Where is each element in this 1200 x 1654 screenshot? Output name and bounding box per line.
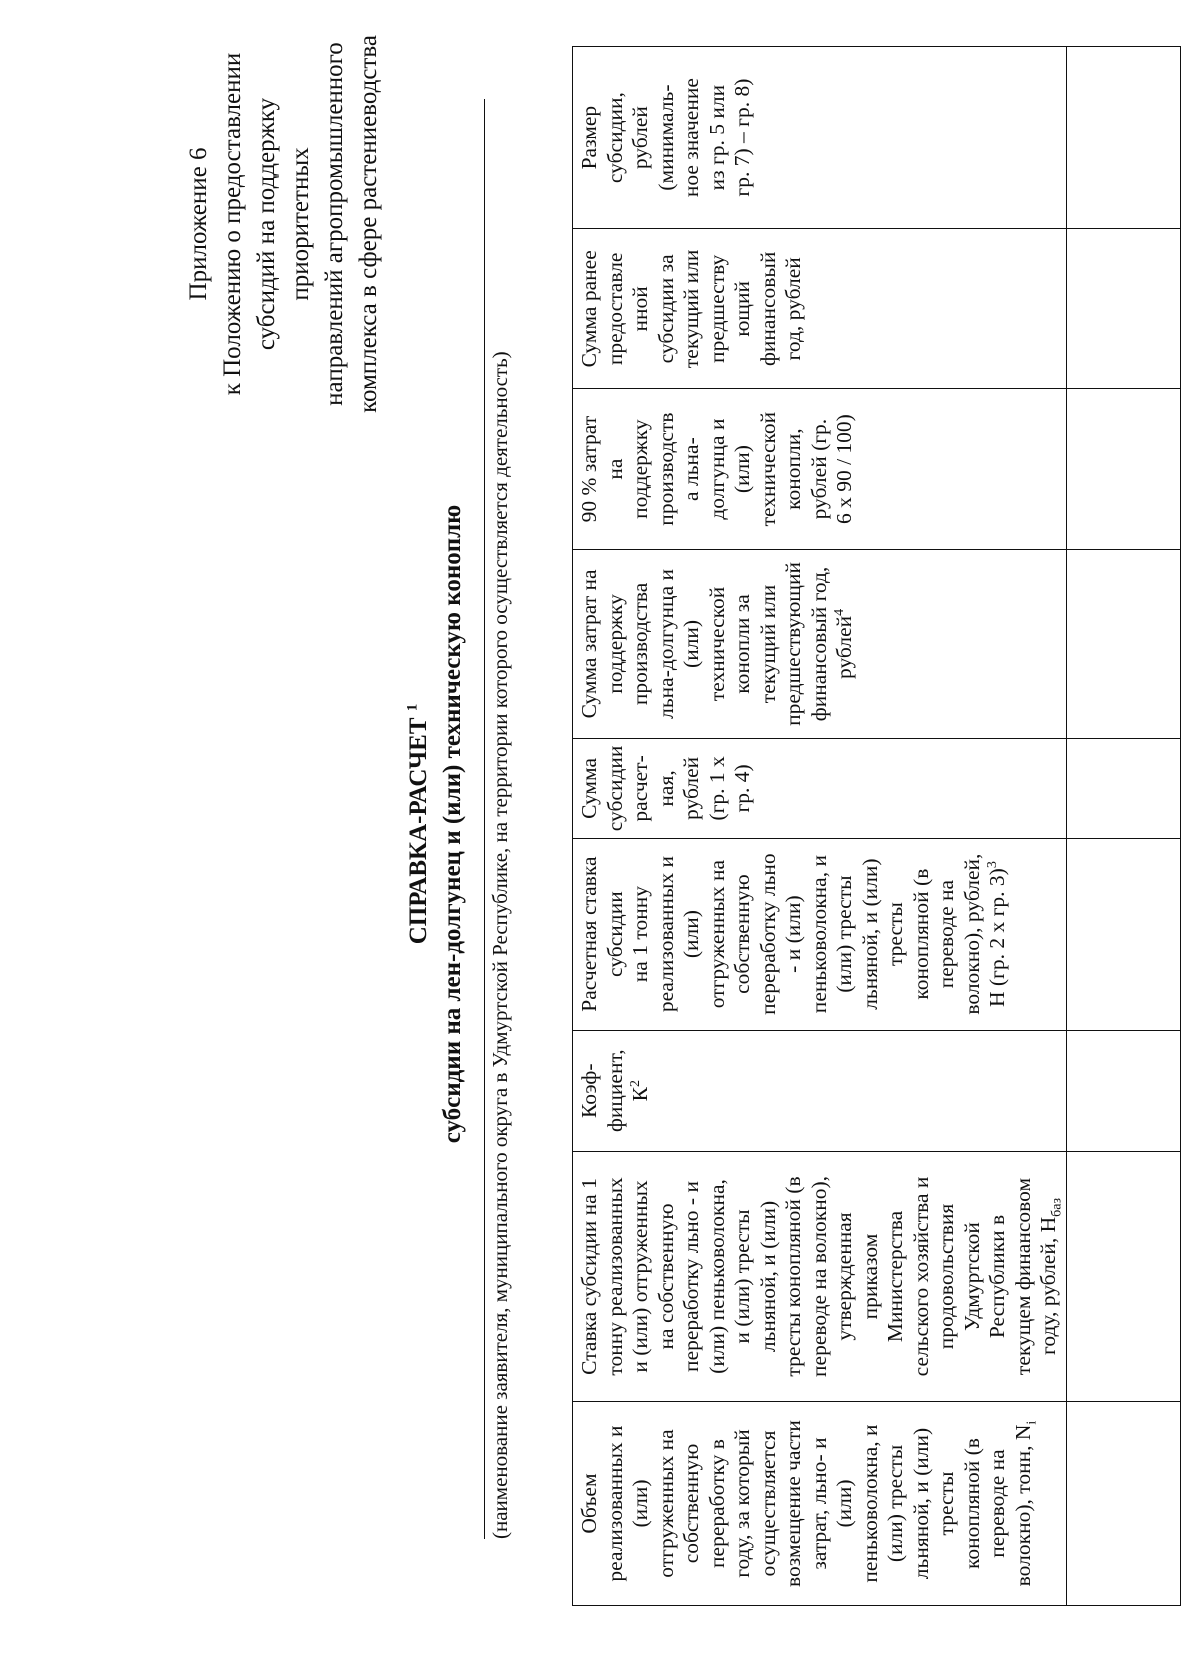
header-line: собственную <box>679 1443 703 1564</box>
header-line: (или) <box>628 1479 652 1528</box>
header-line: (или) тресты <box>832 875 856 993</box>
header-line: производства <box>628 582 652 706</box>
header-line: $К^2$ <box>627 1080 652 1102</box>
header-line: приказом <box>857 1233 882 1320</box>
header-col-4 <box>573 838 1067 1030</box>
header-line: субсидии <box>602 891 627 977</box>
header-line: рублей (гр. <box>806 418 831 520</box>
header-line: на <box>602 458 627 480</box>
subscript: баз <box>1049 1198 1065 1217</box>
header-line: нной <box>628 286 652 332</box>
document-title <box>402 294 470 1354</box>
header-line: переработку льно - и <box>679 1181 703 1372</box>
header-line: субсидии <box>602 745 627 832</box>
title-main: СПРАВКА-РАСЧЕТ $^1$ <box>404 703 432 945</box>
table-cell[interactable] <box>1066 1402 1180 1606</box>
header-line: субсидии, <box>602 92 627 184</box>
header-line: конопляной (в <box>959 1438 984 1569</box>
header-line: тресты конопляной (в <box>781 1176 805 1377</box>
header-line: затрат, льно- и <box>806 1437 831 1570</box>
header-line: расчет- <box>628 755 652 822</box>
applicant-underline <box>484 99 485 1539</box>
appendix-line: направлений агропромышленного <box>321 42 348 406</box>
header-line: (или) <box>730 445 754 494</box>
header-col-5 <box>573 739 1067 839</box>
table-cell[interactable] <box>1066 1151 1180 1401</box>
header-col-3 <box>573 1030 1067 1151</box>
header-line: Размер <box>577 105 601 170</box>
header-line: текущий или <box>679 249 703 369</box>
header-line: технической <box>704 586 729 702</box>
header-line: (или) <box>679 910 703 959</box>
header-line: предоставле <box>602 252 627 366</box>
header-line: (или) тресты <box>883 1444 907 1563</box>
header-line: ющий <box>730 281 754 337</box>
header-line: рублей$^4$ <box>831 608 856 679</box>
header-line: году, рублей, $Н_{баз}$ <box>1036 1198 1065 1355</box>
header-line: и (или) тресты <box>730 1209 754 1344</box>
appendix-line: к Положению о предоставлении <box>219 52 246 396</box>
appendix-number: Приложение 6 <box>185 147 212 301</box>
header-line: переработку льно <box>755 853 780 1015</box>
footnote-marker: 1 <box>404 703 421 712</box>
header-line: на собственную <box>653 1203 678 1350</box>
header-line: (или) <box>832 1479 856 1528</box>
header-line: сельского хозяйства и <box>908 1176 933 1377</box>
header-line: льняной, и (или) <box>857 858 882 1010</box>
header-line: реализованных и <box>653 856 678 1013</box>
header-line: отгруженных на <box>704 859 729 1009</box>
header-line: 90 % затрат <box>577 415 601 523</box>
header-line: финансовый год, <box>806 566 831 722</box>
header-line: производств <box>653 412 678 526</box>
header-col-9 <box>573 47 1067 229</box>
header-line: ное значение <box>679 78 703 198</box>
appendix-line: комплекса в сфере растениеводства <box>355 35 382 413</box>
header-line: тресты <box>934 1471 958 1536</box>
header-line: году, за который <box>730 1429 754 1578</box>
header-line: рублей <box>628 106 652 170</box>
footnote-marker: 4 <box>831 608 847 616</box>
header-line: а льна- <box>679 437 703 501</box>
header-line: - и (или) <box>781 895 805 973</box>
header-line: финансовый <box>755 251 780 367</box>
header-line: переводе на <box>985 1449 1009 1558</box>
header-line: ная, <box>653 770 678 807</box>
header-line: собственную <box>730 874 754 994</box>
header-line: Ставка субсидии на 1 <box>577 1178 601 1375</box>
header-line: поддержку <box>602 594 627 694</box>
header-col-6 <box>573 549 1067 738</box>
header-line: продовольствия <box>934 1203 958 1350</box>
header-col-1 <box>573 1402 1067 1606</box>
header-line: текущий или <box>755 584 780 704</box>
footnote-marker: 3 <box>984 861 1000 869</box>
header-line: реализованных и <box>602 1425 627 1582</box>
header-line: Объем <box>577 1473 601 1534</box>
header-line: Сумма затрат на <box>577 569 601 719</box>
table-cell[interactable] <box>1066 739 1180 839</box>
table-cell[interactable] <box>1066 1030 1180 1151</box>
header-line: волокно), тонн, $N_i$ <box>1010 1420 1039 1587</box>
applicant-caption: (наименование заявителя, муниципального округа в Удмуртской Республике, на территории которого осуществляется деятельность) <box>488 351 512 1539</box>
header-line: технической <box>755 411 780 527</box>
table-row <box>1066 47 1180 1606</box>
header-line: пеньковолокна, и <box>857 1424 882 1583</box>
header-line: и (или) отгруженных <box>628 1180 652 1373</box>
header-line: Н (гр. 2 х гр. 3)$^3$ <box>984 861 1009 1008</box>
header-line: рублей <box>679 756 703 820</box>
header-line: волокно), рублей, <box>959 853 984 1015</box>
footnote-marker: 2 <box>627 1080 643 1088</box>
header-line: Расчетная ставка <box>577 856 601 1012</box>
header-col-2 <box>573 1151 1067 1401</box>
header-line: (гр. 1 х <box>704 756 729 821</box>
header-line: Сумма ранее <box>577 250 601 368</box>
header-line: предшествующий <box>781 562 805 726</box>
table-cell[interactable] <box>1066 47 1180 229</box>
header-line: Министерства <box>883 1210 907 1343</box>
header-line: год, рублей <box>781 257 805 361</box>
header-line: возмещение части <box>781 1420 805 1587</box>
header-line: Коэф- <box>577 1063 601 1118</box>
appendix-line: субсидий на поддержку приоритетных <box>253 97 314 351</box>
header-line: субсидии за <box>653 254 678 364</box>
table-header-row <box>573 47 1067 1606</box>
header-line: (или) <box>679 619 703 668</box>
header-line: гр. 7) – гр. 8) <box>730 78 754 197</box>
header-line: Удмуртской <box>959 1222 984 1331</box>
header-line: (или) пеньковолокна, <box>704 1179 729 1374</box>
header-line: (минималь- <box>653 84 678 191</box>
header-line: пеньковолокна, и <box>806 855 831 1014</box>
header-line: переводе на <box>934 879 958 989</box>
appendix-header <box>182 24 386 424</box>
calculation-table <box>572 46 1181 1606</box>
header-line: на 1 тонну <box>628 886 652 983</box>
header-line: льняной, и (или) <box>908 1427 933 1580</box>
header-line: тресты <box>883 902 907 967</box>
header-line: тонну реализованных <box>602 1177 627 1376</box>
header-line: переводе на волокно), <box>806 1176 831 1377</box>
table-cell[interactable] <box>1066 229 1180 389</box>
header-line: конопли за <box>730 594 754 694</box>
header-line: переработку в <box>704 1439 729 1568</box>
header-line: 6 х 90 / 100) <box>832 414 856 525</box>
header-line: осуществляется <box>755 1430 780 1577</box>
table-cell[interactable] <box>1066 838 1180 1030</box>
header-line: предшеству <box>704 254 729 363</box>
header-line: поддержку <box>628 419 652 519</box>
header-line: долгунца и <box>704 418 729 520</box>
title-subtitle: субсидии на лен-долгунец и (или) техническую коноплю <box>439 504 466 1144</box>
header-line: конопли, <box>781 428 805 510</box>
table-cell[interactable] <box>1066 389 1180 549</box>
header-line: фициент, <box>602 1049 627 1133</box>
subscript: i <box>1023 1420 1039 1425</box>
header-line: конопляной (в <box>908 868 933 1000</box>
header-line: Республики в <box>985 1214 1009 1339</box>
header-line: льняной, и (или) <box>755 1200 780 1353</box>
table-cell[interactable] <box>1066 549 1180 738</box>
header-line: текущем финансовом <box>1010 1177 1035 1376</box>
header-line: гр. 4) <box>730 764 754 813</box>
header-line: из гр. 5 или <box>704 84 729 191</box>
header-line: Сумма <box>577 757 601 819</box>
header-col-7 <box>573 389 1067 549</box>
header-line: отгруженных на <box>653 1429 678 1578</box>
header-line: льна-долгунца и <box>653 569 678 719</box>
header-col-8 <box>573 229 1067 389</box>
header-line: утвержденная <box>832 1212 856 1341</box>
